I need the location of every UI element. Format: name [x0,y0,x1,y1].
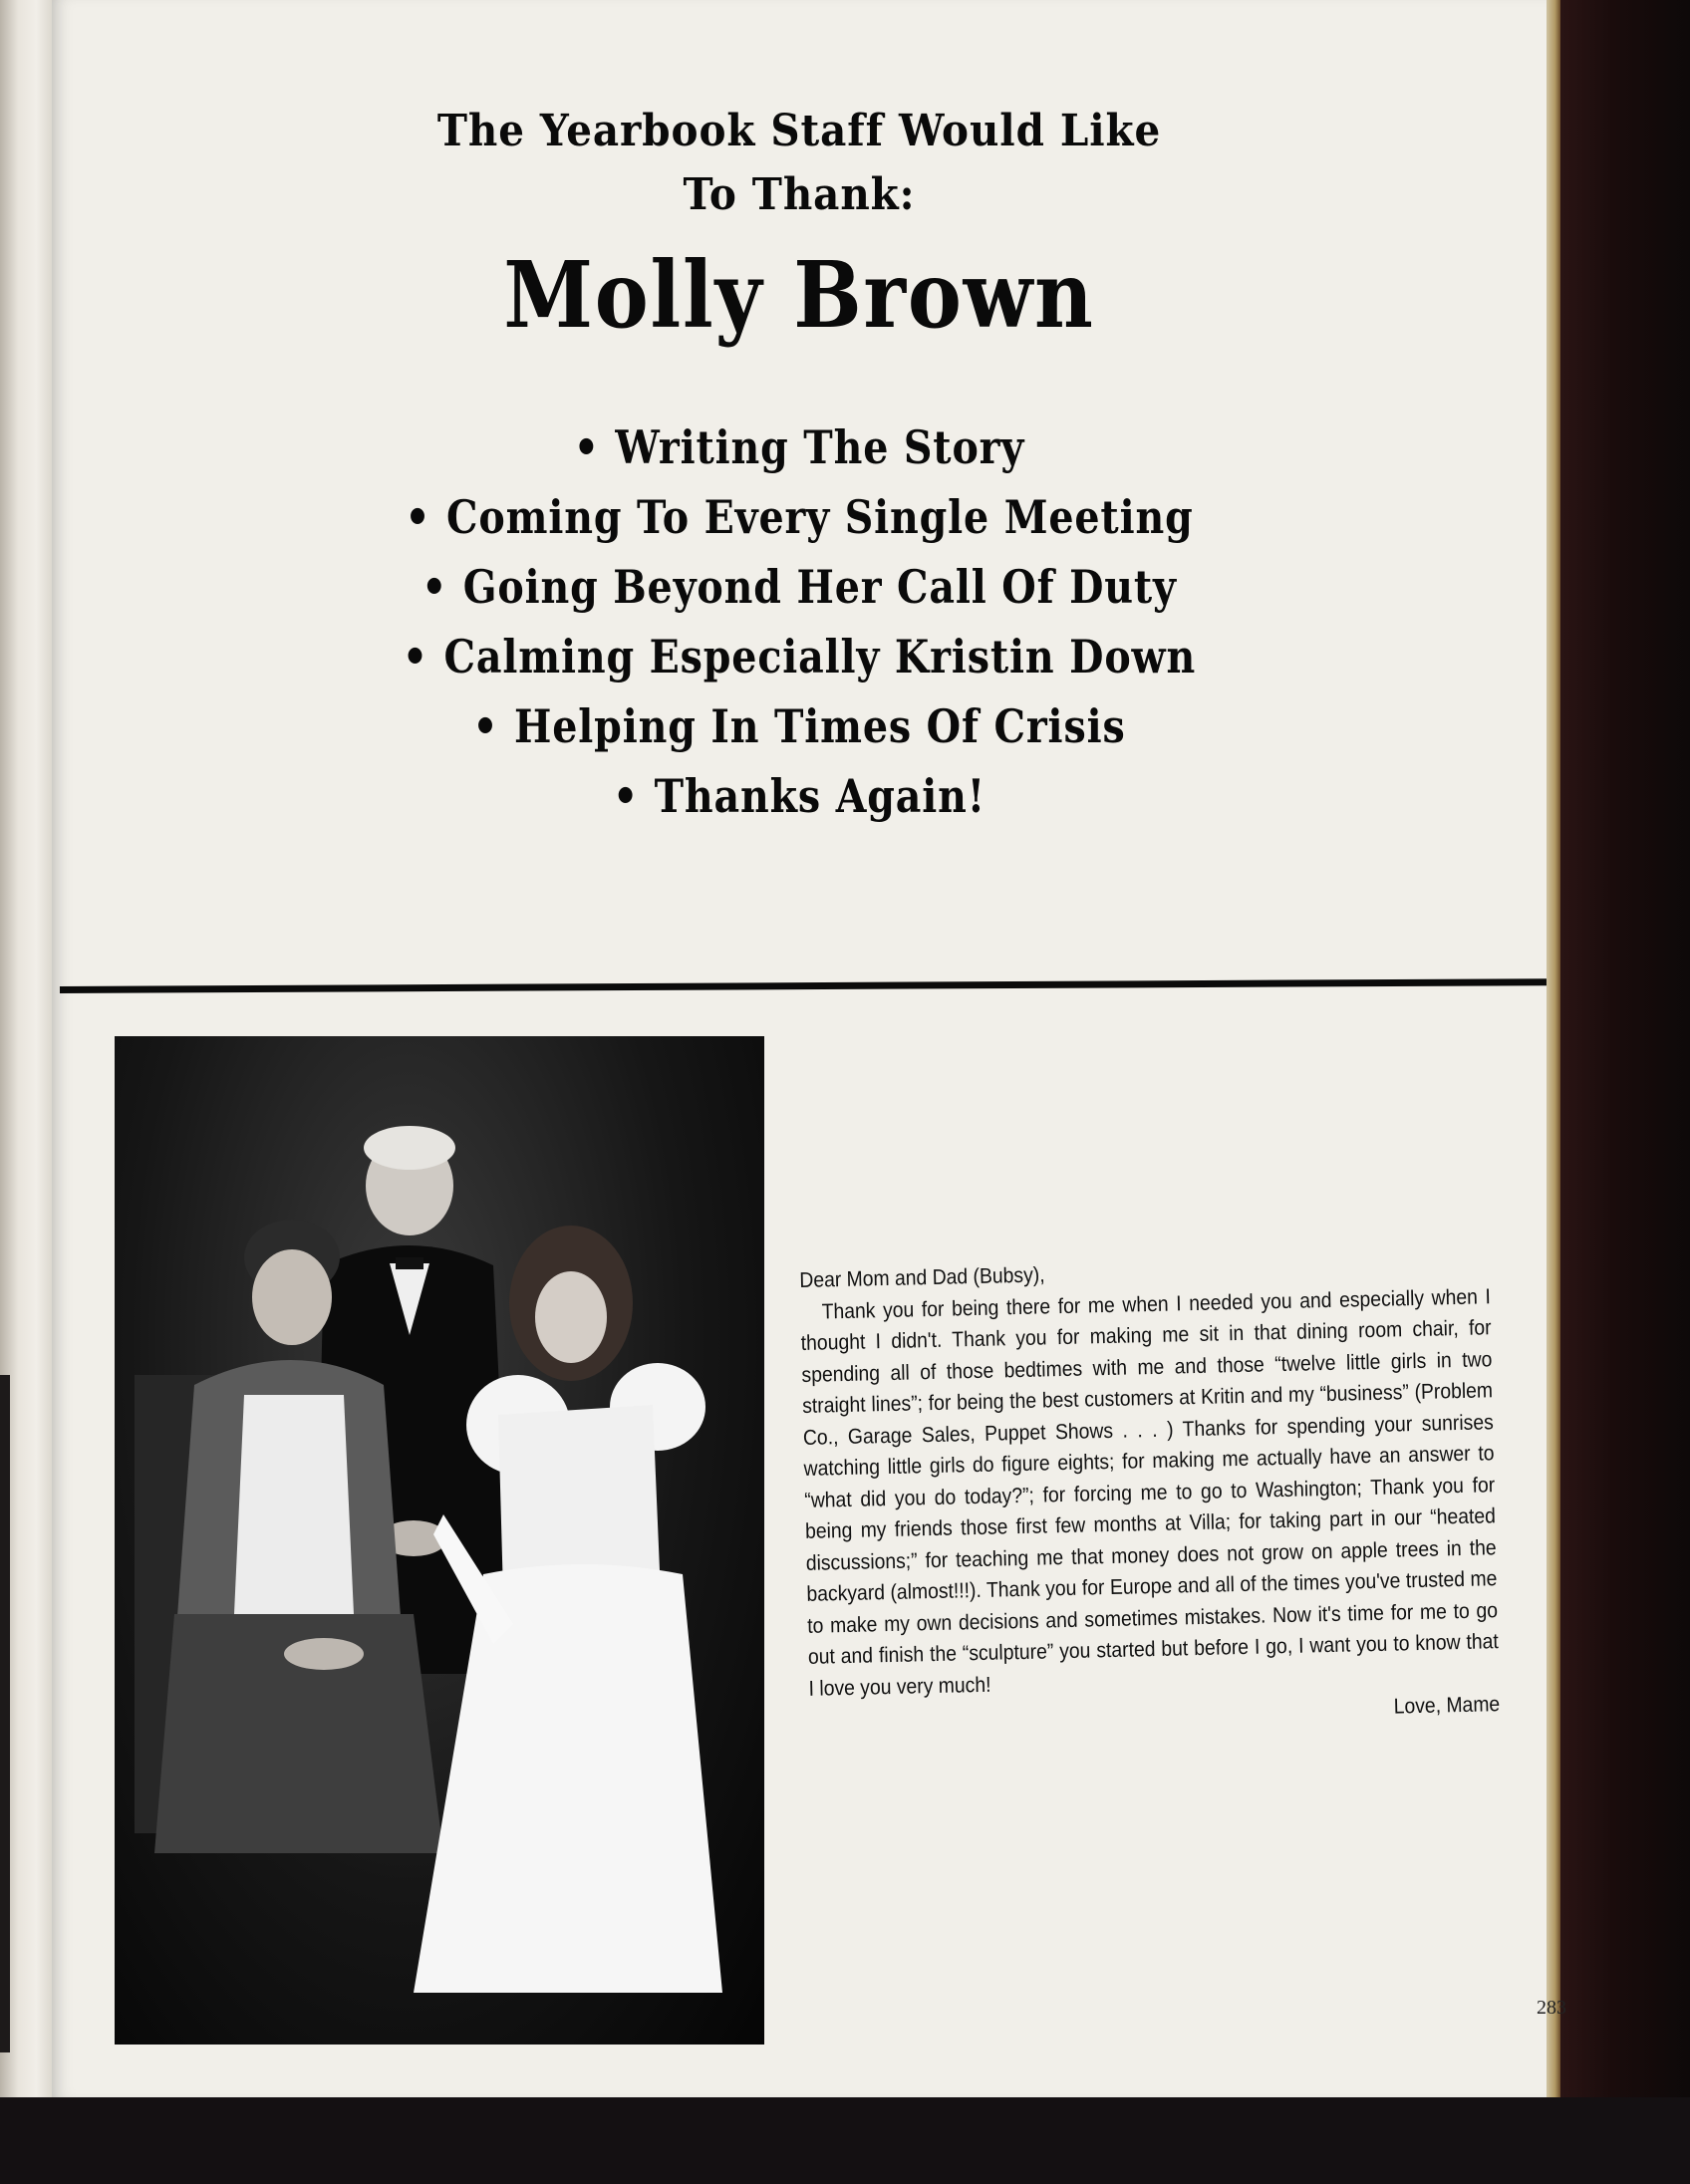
page-tab [0,1375,10,2052]
page-number: 283 [1537,1997,1566,2019]
reason-item [156,412,1442,482]
reason-item [156,482,1442,552]
reason-text: Coming To Every Single Meeting [446,490,1194,544]
family-portrait-illustration [115,1036,764,2045]
letter-body: Thank you for being there for me when I needed you and especially when I thought I didn't. Thank you for making me sit in that dining room chair, for spending all of those bedtimes with me and those “twelve little girls in two straight lines”; for being the best customers at Kritin and my “business” (Problem Co., Garage Sales, Puppet Shows . . . ) Thanks for spending your sunrises watching little girls do figure eights; for making me actually have an answer to “what did you do today?”; for forcing me to go to Washington; Thank you for being my friends those first few months at Villa; for taking part in our “heated discussions;” for teaching me that money does not grow on apple trees in the backyard (almost!!!). Thank you for Europe and all of the times you've trusted me to make my own decisions and sometimes mistakes. Now it's time for me to go out and finish the “sculpture” you started but before I go, I want you to know that I love you very much! [800,1283,1500,1701]
honoree-name: Molly Brown [503,241,1095,349]
letter-signoff: Love, Mame [1393,1692,1501,1719]
bullet-icon: • [573,420,600,474]
letter-salutation: Dear Mom and Dad (Bubsy), [799,1262,1045,1292]
reason-text: Helping In Times Of Crisis [514,699,1126,753]
thank-you-section [52,100,1547,831]
bullet-icon: • [472,699,499,753]
thanks-heading-line1: The Yearbook Staff Would Like [436,106,1162,156]
background-surface [0,2097,1690,2184]
family-portrait-photo [115,1036,764,2045]
bullet-icon: • [402,630,429,683]
section-divider [60,978,1547,993]
right-page-edge [1547,0,1560,2097]
reason-text: Thanks Again! [654,769,986,823]
parents-letter [799,1249,1501,1736]
reason-item [156,691,1442,761]
reason-text: Calming Especially Kristin Down [443,630,1197,683]
reason-item [156,622,1442,691]
reason-text: Writing The Story [615,420,1025,474]
reasons-list [52,412,1547,831]
left-page-edge [0,0,52,2097]
thanks-heading-line2: To Thank: [683,169,916,220]
reason-item [156,552,1442,622]
reason-item [156,761,1442,831]
bullet-icon: • [422,560,448,614]
book-cover [1560,0,1690,2184]
yearbook-page [52,0,1566,2097]
bullet-icon: • [612,769,640,823]
reason-text: Going Beyond Her Call Of Duty [462,560,1177,614]
bullet-icon: • [405,490,431,544]
